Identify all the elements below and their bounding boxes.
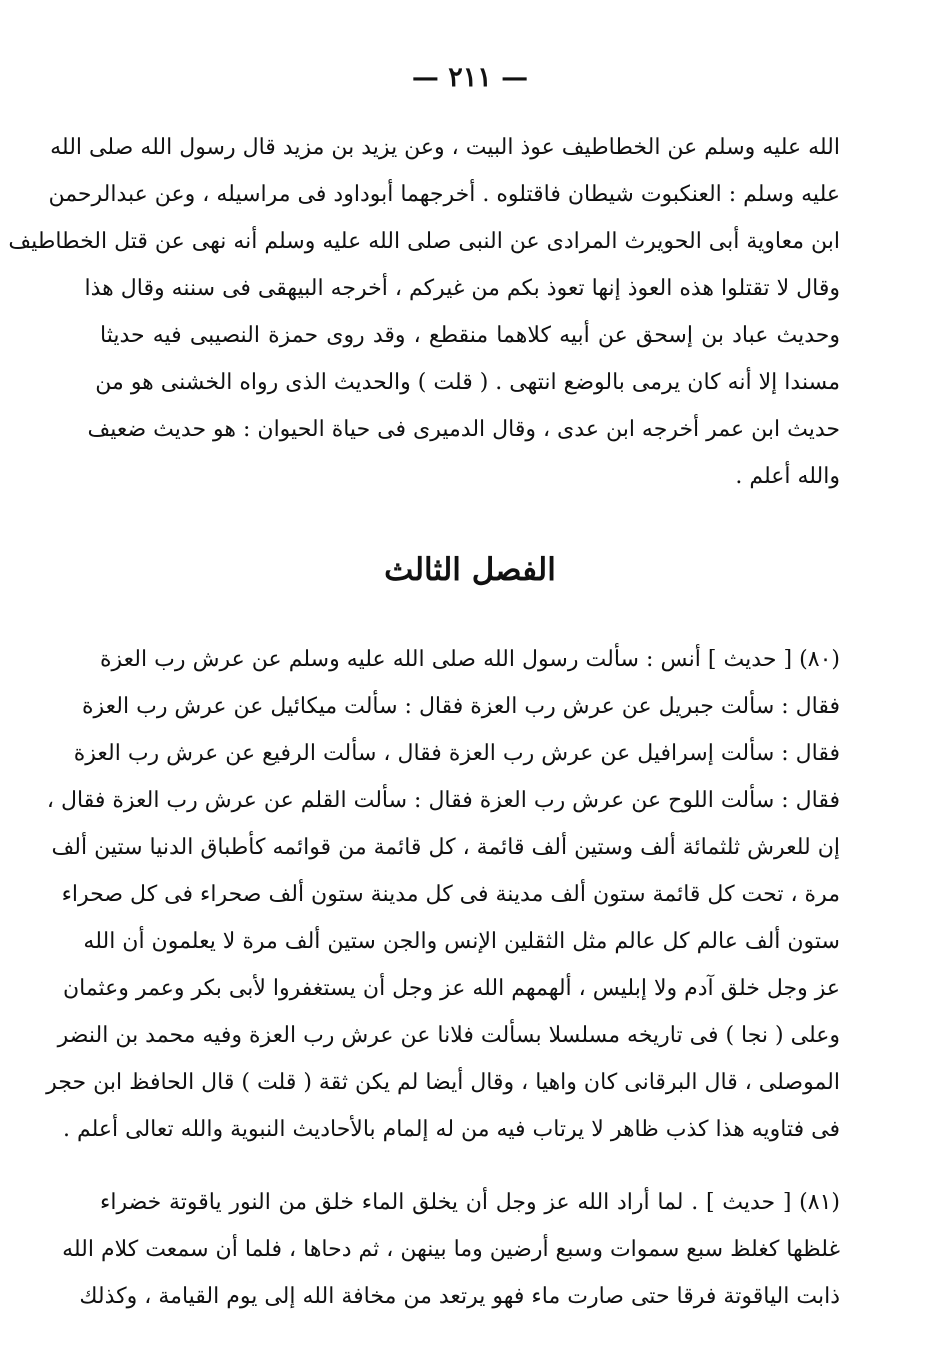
text-line: مرة ، تحت كل قائمة ستون ألف مدينة فى كل مدينة ستون ألف صحراء فى كل صحراء: [61, 882, 840, 907]
text-line: الموصلى ، قال البرقانى كان واهيا ، وقال أيضا لم يكن ثقة ( قلت ) قال الحافظ ابن حجر: [46, 1070, 840, 1095]
paragraph-2: [46, 636, 840, 1153]
text-line: وحديث عباد بن إسحق عن أبيه كلاهما منقطع ، وقد روى حمزة النصيبى فيه حديثا: [100, 323, 840, 348]
section-heading: الفصل الثالث: [384, 552, 556, 588]
text-line: فى فتاويه هذا كذب ظاهر لا يرتاب فيه من له إلمام بالأحاديث النبوية والله تعالى أعلم .: [62, 1117, 840, 1142]
text-line: فقال : سألت جبريل عن عرش رب العزة فقال : سألت ميكائيل عن عرش رب العزة: [82, 694, 840, 719]
text-line: وقال لا تقتلوا هذه العوذ إنها تعوذ بكم من غيركم ، أخرجه البيهقى فى سننه وقال هذا: [84, 276, 840, 301]
text-line: غلظها كغلظ سبع سموات وسبع أرضين وما بينهن ، ثم دحاها ، فلما أن سمعت كلام الله: [62, 1237, 840, 1262]
text-line: فقال : سألت اللوح عن عرش رب العزة فقال : سألت القلم عن عرش رب العزة فقال ،: [46, 788, 840, 813]
text-line: وعلى ( نجا ) فى تاريخه مسلسلا بسألت فلانا عن عرش رب العزة وفيه محمد بن النضر: [57, 1023, 840, 1048]
text-line: ذابت الياقوتة فرقا حتى صارت ماء فهو يرتعد من مخافة الله إلى يوم القيامة ، وكذلك: [79, 1284, 840, 1309]
text-line: (٨١) [ حديث ] . لما أراد الله عز وجل أن يخلق الماء خلق من النور ياقوتة خضراء: [100, 1190, 840, 1215]
text-line: ابن معاوية أبى الحويرث المرادى عن النبى صلى الله عليه وسلم أنه نهى عن قتل الخطاطيف: [8, 229, 840, 254]
text-line: مسندا إلا أنه كان يرمى بالوضع انتهى . ( قلت ) والحديث الذى رواه الخشنى هو من: [95, 370, 840, 395]
paragraph-gap: [100, 1153, 840, 1179]
text-line: عز وجل خلق آدم ولا إبليس ، ألهمهم الله عز وجل أن يستغفروا لأبى بكر وعمر وعثمان: [62, 976, 840, 1001]
text-line: إن للعرش ثلثمائة ألف وستين ألف قائمة ، كل قائمة من قوائمه كأطباق الدنيا ستين ألف: [51, 835, 840, 860]
paragraph-3: [62, 1179, 840, 1320]
text-line: فقال : سألت إسرافيل عن عرش رب العزة فقال ، سألت الرفيع عن عرش رب العزة: [73, 741, 840, 766]
text-line: (٨٠) [ حديث ] أنس : سألت رسول الله صلى الله عليه وسلم عن عرش رب العزة: [100, 647, 840, 672]
page-number: — ٢١١ —: [411, 62, 529, 93]
text-line: عليه وسلم : العنكبوت شيطان فاقتلوه . أخرجهما أبوداود فى مراسيله ، وعن عبدالرحمن: [48, 182, 840, 207]
text-line: حديث ابن عمر أخرجه ابن عدى ، وقال الدميرى فى حياة الحيوان : هو حديث ضعيف: [87, 417, 840, 442]
text-line: الله عليه وسلم عن الخطاطيف عوذ البيت ، وعن يزيد بن مزيد قال رسول الله صلى الله: [50, 135, 840, 160]
text-line: ستون ألف عالم كل عالم مثل الثقلين الإنس والجن ستين ألف مرة لا يعلمون أن الله: [83, 929, 840, 954]
text-line: والله أعلم .: [735, 464, 840, 489]
book-page: [8, 58, 840, 1320]
paragraph-1: [8, 124, 840, 500]
